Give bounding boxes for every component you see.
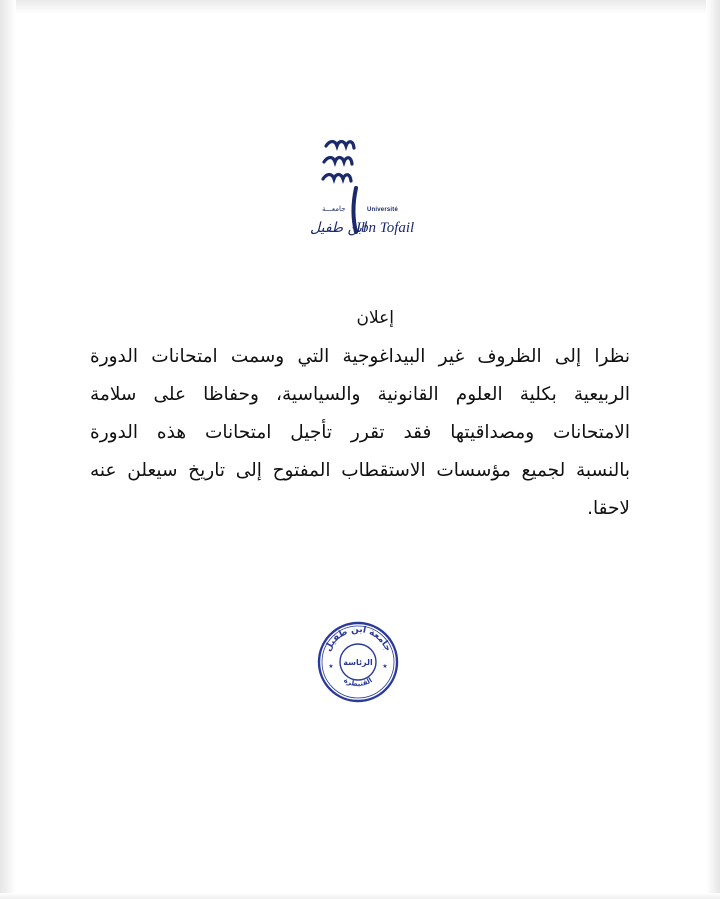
- svg-text:★: ★: [382, 663, 388, 670]
- svg-text:★: ★: [328, 663, 334, 670]
- page-shadow-left: [0, 0, 16, 899]
- logo-french-small: Université: [367, 207, 399, 213]
- official-seal-icon: [316, 620, 400, 704]
- body-line: لاحقا.: [587, 498, 630, 519]
- page-shadow-top: [0, 0, 720, 14]
- page-shadow-bottom: [0, 893, 720, 899]
- body-line: بالنسبة لجميع مؤسسات الاستقطاب المفتوح إلى تاريخ سيعلن عنه: [90, 460, 630, 481]
- svg-text:جامعة ابن طفيل: جامعة ابن طفيل: [323, 624, 393, 654]
- page-shadow-right: [706, 0, 720, 899]
- logo-arabic-name: ابن طفيل: [310, 220, 366, 236]
- svg-text:الرئاسة: الرئاسة: [343, 658, 373, 667]
- body-line: الامتحانات ومصداقيتها فقد تقرر تأجيل امتحانات هذه الدورة: [90, 422, 630, 443]
- svg-text:القنيطرة: القنيطرة: [342, 676, 374, 689]
- announcement-title: إعلان: [356, 308, 394, 328]
- announcement-body: [90, 338, 630, 528]
- logo-arabic-small: جامعـــة: [322, 205, 346, 213]
- body-line: الربيعية بكلية العلوم القانونية والسياسية، وحفاظا على سلامة: [90, 384, 630, 405]
- logo-french-name: Ibn Tofail: [356, 220, 415, 236]
- body-line: نظرا إلى الظروف غير البيداغوجية التي وسمت امتحانات الدورة: [90, 346, 630, 367]
